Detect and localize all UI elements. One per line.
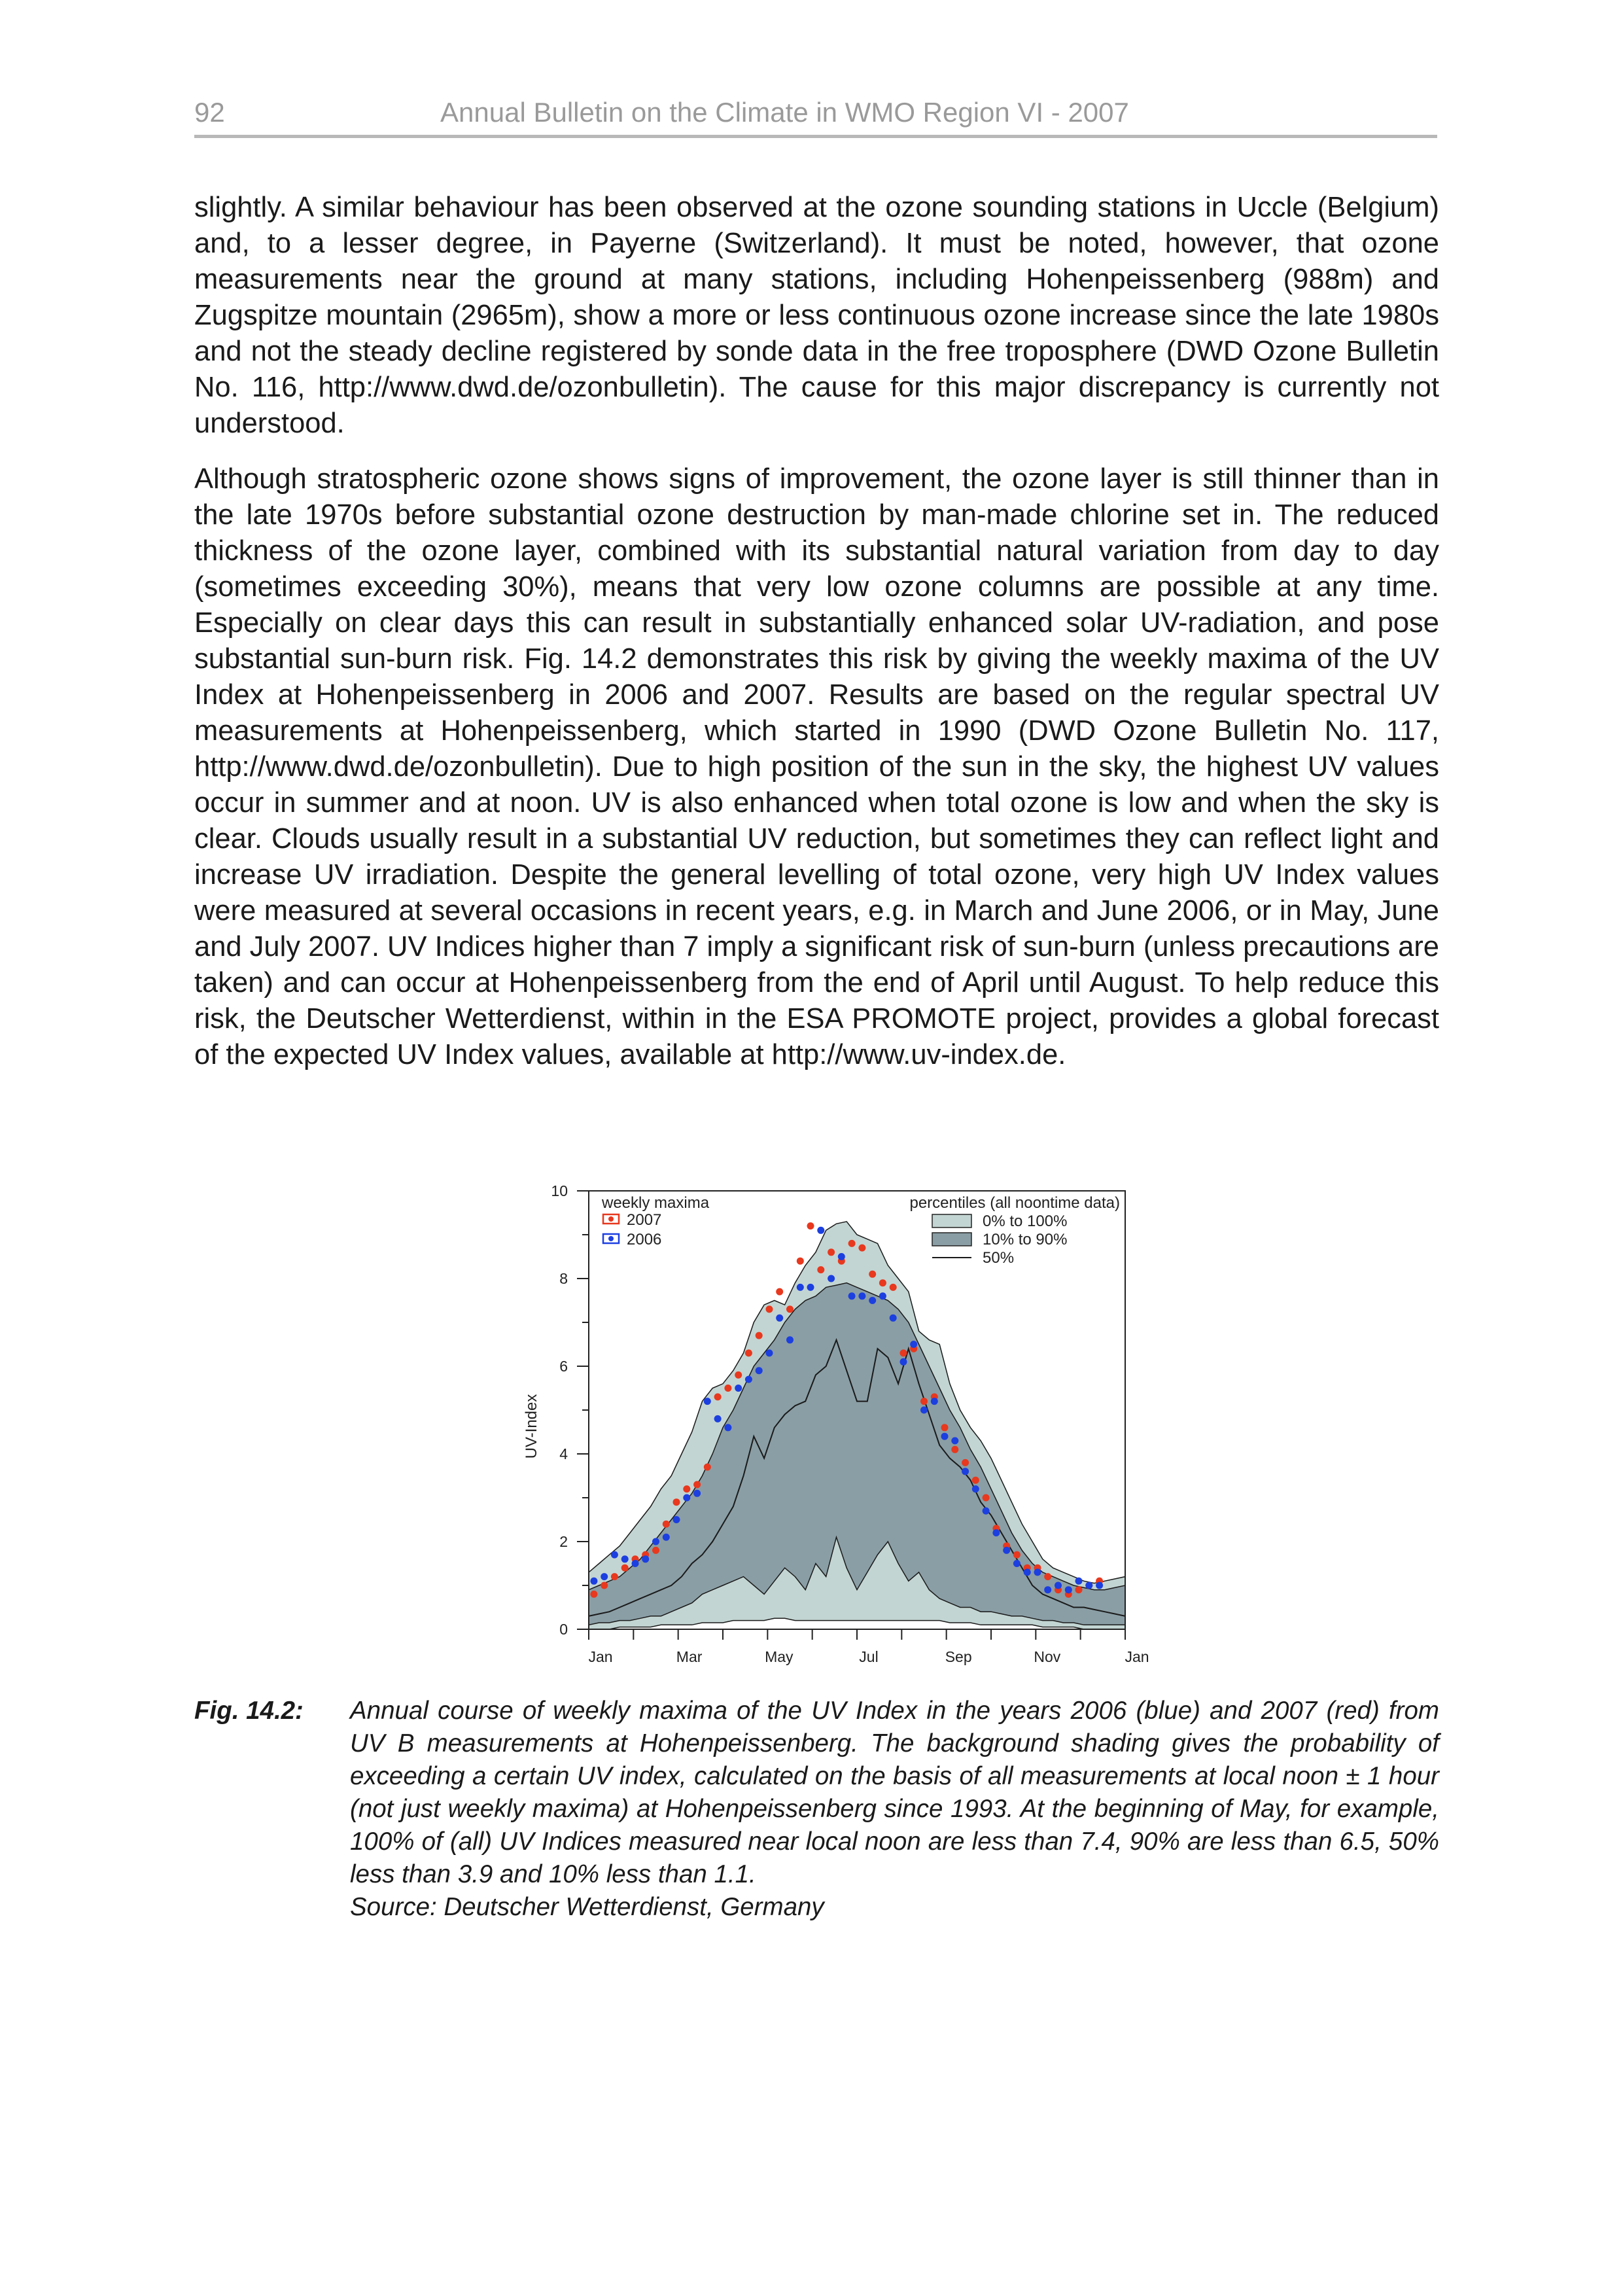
- point-2006: [1024, 1568, 1031, 1576]
- point-2007: [776, 1288, 783, 1296]
- legend-label-percentile: 10% to 90%: [983, 1231, 1068, 1248]
- point-2007: [869, 1271, 876, 1278]
- point-2007: [951, 1446, 958, 1453]
- point-2006: [1075, 1578, 1083, 1585]
- point-2007: [858, 1245, 865, 1252]
- legend-label-2006: 2006: [627, 1231, 662, 1248]
- point-2006: [621, 1555, 629, 1563]
- point-2007: [621, 1564, 629, 1572]
- legend-title-percentiles: percentiles (all noontime data): [909, 1194, 1120, 1212]
- point-2006: [879, 1292, 886, 1299]
- legend-label-percentile: 0% to 100%: [983, 1212, 1068, 1230]
- page-number: 92: [194, 97, 225, 128]
- point-2006: [900, 1358, 907, 1366]
- point-2007: [714, 1393, 722, 1400]
- point-2007: [745, 1349, 752, 1356]
- figure-source: Source: Deutscher Wetterdienst, Germany: [350, 1893, 824, 1921]
- point-2006: [683, 1494, 690, 1502]
- point-2006: [601, 1573, 608, 1580]
- point-2006: [632, 1560, 639, 1567]
- point-2007: [900, 1349, 907, 1356]
- point-2007: [890, 1284, 897, 1291]
- point-2006: [1034, 1568, 1041, 1576]
- y-axis-label: UV-Index: [523, 1394, 540, 1459]
- point-2006: [797, 1284, 804, 1291]
- point-2006: [1044, 1586, 1051, 1593]
- point-2006: [766, 1349, 773, 1356]
- point-2007: [786, 1305, 794, 1313]
- point-2006: [1055, 1582, 1062, 1589]
- point-2007: [941, 1424, 949, 1431]
- point-2006: [693, 1490, 701, 1497]
- y-tick-label: 4: [559, 1445, 568, 1462]
- legend-marker-2007: [608, 1216, 614, 1222]
- point-2006: [838, 1253, 845, 1260]
- point-2006: [848, 1292, 856, 1299]
- point-2007: [601, 1582, 608, 1589]
- figure-caption-text: Annual course of weekly maxima of the UV Index in the years 2006 (blue) and 2007 (red) from UV B measurements at Hohenpeissenberg. The background shading gives the probability of exceeding a certain UV index, calculated on the basis of all measurements at local noon ± 1 hour (not just weekly maxima) at Hohenpeissenberg since 1993. At the beginning of May, for example, 100% of (all) UV Indices measured near local noon are less than 7.4, 90% are less than 6.5, 50% less than 3.9 and 10% less than 1.1.: [350, 1697, 1439, 1888]
- point-2006: [1013, 1560, 1021, 1567]
- point-2006: [1065, 1586, 1072, 1593]
- point-2007: [972, 1477, 979, 1484]
- point-2006: [1096, 1582, 1103, 1589]
- point-2006: [869, 1297, 876, 1304]
- point-2006: [663, 1534, 670, 1541]
- body-paragraph-1: slightly. A similar behaviour has been observed at the ozone sounding stations in Uccle (Belgium) and, to a lesser degree, in Payerne (Switzerland). It must be noted, however, that ozone measurements near the ground at many stations, including Hohenpeissenberg (988m) and Zugspitze mountain (2965m), show a more or less continuous ozone increase since the late 1980s and not the steady decline registered by sonde data in the free troposphere (DWD Ozone Bulletin No. 116, http://www.dwd.de/ozonbulletin). The cause for this major discrepancy is currently not understood.: [194, 192, 1439, 439]
- point-2006: [786, 1336, 794, 1343]
- point-2006: [642, 1555, 649, 1563]
- point-2007: [611, 1573, 618, 1580]
- legend-marker-2006: [608, 1236, 614, 1241]
- y-tick-label: 10: [551, 1182, 568, 1199]
- legend-swatch-band: [932, 1214, 971, 1227]
- point-2007: [766, 1305, 773, 1313]
- point-2007: [673, 1498, 680, 1506]
- y-tick-label: 8: [559, 1270, 568, 1287]
- point-2006: [920, 1407, 928, 1414]
- y-tick-label: 0: [559, 1621, 568, 1638]
- legend-title-weekly-maxima: weekly maxima: [602, 1194, 710, 1212]
- point-2006: [910, 1341, 917, 1348]
- figure-caption: [350, 1695, 1439, 1924]
- point-2006: [941, 1433, 949, 1440]
- x-tick-label: Jul: [859, 1648, 879, 1665]
- point-2007: [663, 1521, 670, 1528]
- figure-label: Fig. 14.2:: [194, 1697, 304, 1725]
- legend-label-2007: 2007: [627, 1211, 662, 1229]
- y-tick-label: 2: [559, 1533, 568, 1550]
- x-tick-label: May: [765, 1648, 794, 1665]
- x-tick-label: Nov: [1034, 1648, 1061, 1665]
- point-2007: [756, 1332, 763, 1339]
- point-2007: [920, 1398, 928, 1405]
- point-2007: [735, 1371, 742, 1379]
- point-2006: [1003, 1547, 1010, 1554]
- page-header: [194, 92, 1437, 138]
- point-2006: [756, 1367, 763, 1374]
- point-2006: [807, 1284, 814, 1291]
- point-2007: [724, 1385, 731, 1392]
- legend-swatch-band: [932, 1233, 971, 1246]
- point-2006: [714, 1415, 722, 1422]
- point-2006: [652, 1538, 659, 1545]
- point-2007: [652, 1547, 659, 1554]
- legend-label-percentile: 50%: [983, 1249, 1015, 1267]
- point-2006: [858, 1292, 865, 1299]
- point-2006: [962, 1468, 969, 1475]
- x-tick-label: Sep: [945, 1648, 972, 1665]
- point-2006: [724, 1424, 731, 1431]
- y-tick-label: 6: [559, 1358, 568, 1375]
- point-2006: [776, 1315, 783, 1322]
- point-2007: [962, 1459, 969, 1466]
- point-2006: [951, 1437, 958, 1444]
- point-2007: [983, 1494, 990, 1502]
- point-2006: [992, 1529, 1000, 1536]
- point-2006: [611, 1551, 618, 1559]
- running-title: Annual Bulletin on the Climate in WMO Region VI - 2007: [440, 97, 1129, 128]
- point-2006: [704, 1398, 711, 1405]
- x-tick-label: Mar: [676, 1648, 703, 1665]
- point-2006: [890, 1315, 897, 1322]
- point-2006: [745, 1376, 752, 1383]
- point-2007: [817, 1266, 824, 1273]
- point-2006: [817, 1227, 824, 1234]
- point-2006: [828, 1275, 835, 1282]
- point-2006: [983, 1508, 990, 1515]
- point-2006: [931, 1398, 938, 1405]
- point-2006: [673, 1516, 680, 1523]
- uv-index-chart: [510, 1171, 1158, 1669]
- point-2007: [848, 1240, 856, 1247]
- point-2007: [704, 1464, 711, 1471]
- point-2007: [1013, 1551, 1021, 1559]
- x-tick-label: Jan: [1125, 1648, 1149, 1665]
- point-2007: [879, 1279, 886, 1286]
- point-2007: [797, 1258, 804, 1265]
- point-2007: [1075, 1586, 1083, 1593]
- point-2007: [683, 1485, 690, 1492]
- point-2007: [590, 1591, 597, 1598]
- point-2006: [1085, 1582, 1092, 1589]
- x-tick-label: Jan: [588, 1648, 613, 1665]
- body-paragraph-2: Although stratospheric ozone shows signs of improvement, the ozone layer is still thinner than in the late 1970s before substantial ozone destruction by man-made chlorine set in. The reduced thickness of the ozone layer, combined with its substantial natural variation from day to day (sometimes exceeding 30%), means that very low ozone columns are possible at any time. Especially on clear days this can result in substantially enhanced solar UV-radiation, and pose substantial sun-burn risk. Fig. 14.2 demonstrates this risk by giving the weekly maxima of the UV Index at Hohenpeissenberg in 2006 and 2007. Results are based on the regular spectral UV measurements at Hohenpeissenberg, which started in 1990 (DWD Ozone Bulletin No. 117, http://www.dwd.de/ozonbulletin). Due to high position of the sun in the sky, the highest UV values occur in summer and at noon. UV is also enhanced when total ozone is low and when the sky is clear. Clouds usually result in a substantial UV reduction, but sometimes they can reflect light and increase UV irradiation. Despite the general levelling of total ozone, very high UV Index values were measured at several occasions in recent years, e.g. in March and June 2006, or in May, June and July 2007. UV Indices higher than 7 imply a significant risk of sun-burn (unless precautions are taken) and can occur at Hohenpeissenberg from the end of April until August. To help reduce this risk, the Deutscher Wetterdienst, within in the ESA PROMOTE project, provides a global forecast of the expected UV Index values, available at http://www.uv-index.de.: [194, 463, 1439, 1070]
- point-2007: [693, 1481, 701, 1488]
- point-2007: [807, 1222, 814, 1229]
- point-2006: [590, 1578, 597, 1585]
- point-2007: [1044, 1573, 1051, 1580]
- point-2006: [735, 1385, 742, 1392]
- point-2006: [972, 1485, 979, 1492]
- point-2007: [828, 1248, 835, 1256]
